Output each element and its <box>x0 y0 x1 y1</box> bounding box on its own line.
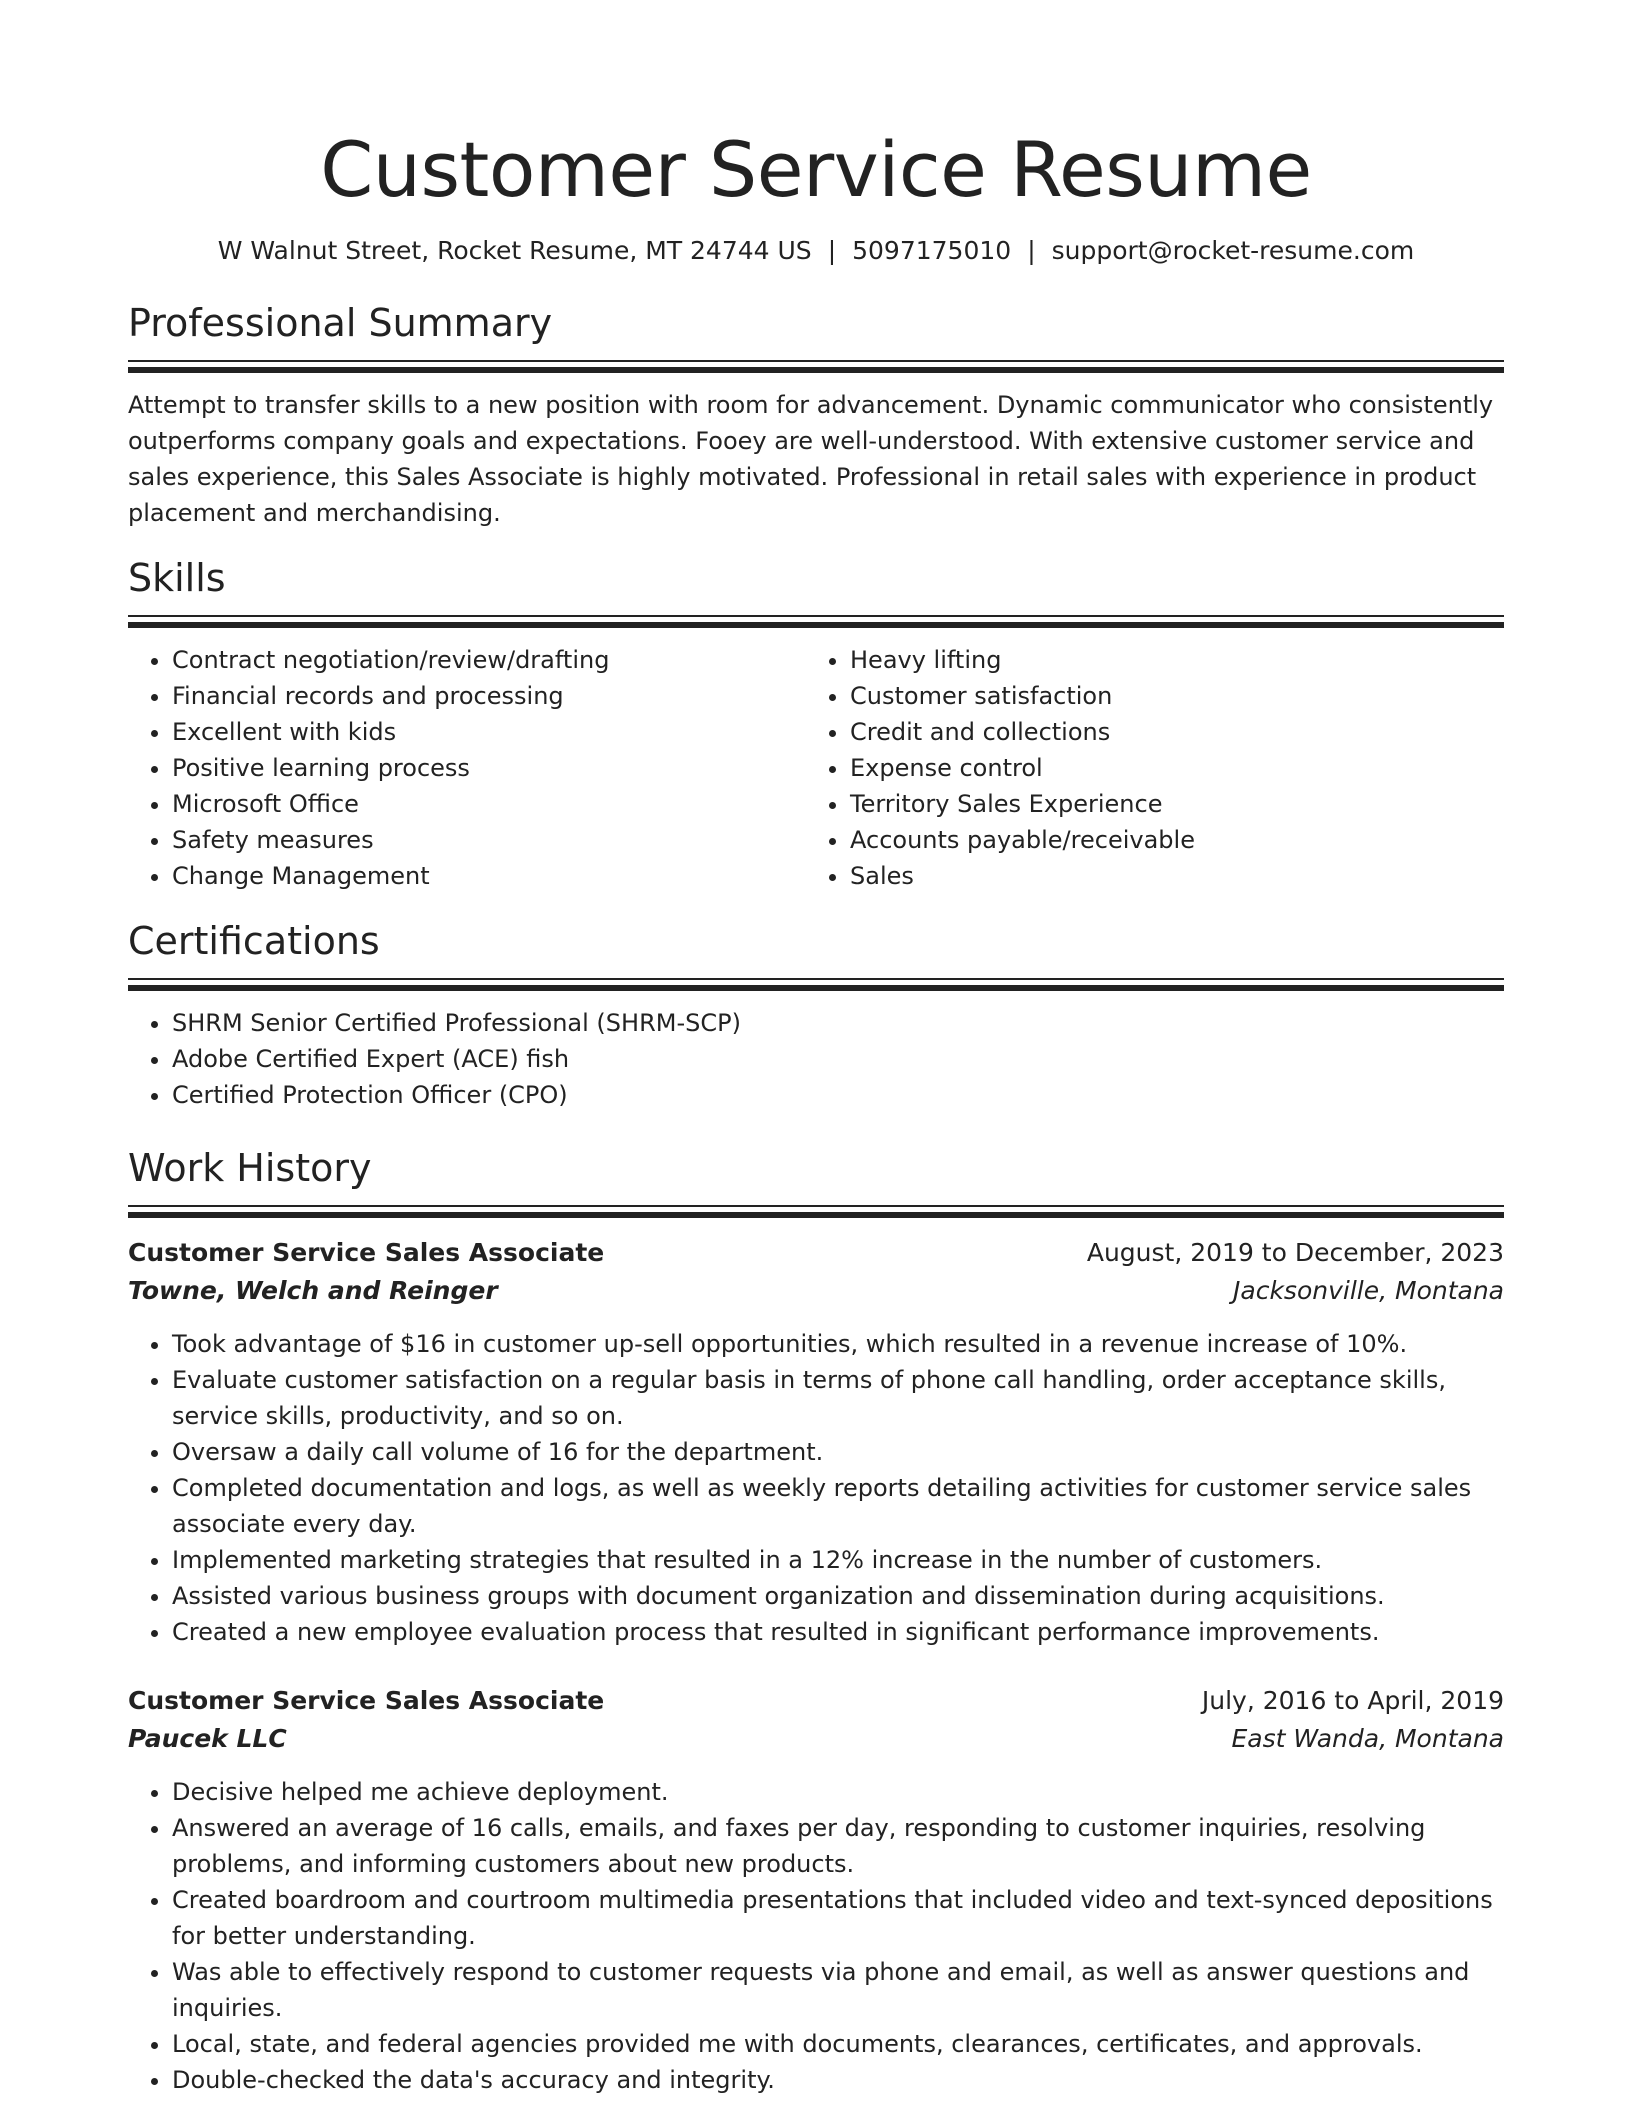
work-history-section <box>128 1143 1504 1218</box>
contact-email[interactable]: support@rocket-resume.com <box>1051 236 1415 265</box>
skill-item: • Territory Sales Experience <box>850 786 1484 822</box>
resume-content <box>128 0 1504 2098</box>
skill-item: • Customer satisfaction <box>850 678 1484 714</box>
skills-column-left <box>128 642 806 894</box>
resume-title: Customer Service Resume <box>320 125 1312 214</box>
skill-item: • Accounts payable/receivable <box>850 822 1484 858</box>
job-bullet: • Decisive helped me achieve deployment. <box>172 1774 1504 1810</box>
job-bullet: • Was able to effectively respond to customer requests via phone and email, as well as answer questions and inquiries. <box>172 1954 1504 2026</box>
contact-separator: | <box>1027 236 1036 265</box>
certification-item: • Certified Protection Officer (CPO) <box>172 1077 1504 1113</box>
skill-item: • Change Management <box>172 858 806 894</box>
contact-address: W Walnut Street, Rocket Resume, MT 24744 US <box>217 236 812 265</box>
certification-item: • SHRM Senior Certified Professional (SHRM-SCP) <box>172 1005 1504 1041</box>
skill-item: • Positive learning process <box>172 750 806 786</box>
contact-line <box>128 234 1504 268</box>
skills-heading: Skills <box>128 556 226 600</box>
certifications-section <box>128 916 1504 991</box>
job-bullet: • Oversaw a daily call volume of 16 for the department. <box>172 1434 1504 1470</box>
job-bullet: • Local, state, and federal agencies provided me with documents, clearances, certificates, and approvals. <box>172 2026 1504 2062</box>
certifications-list <box>128 1005 1504 1113</box>
job-dates: August, 2019 to December, 2023 <box>1086 1238 1504 1267</box>
summary-text: Attempt to transfer skills to a new position with room for advancement. Dynamic communicator who consistently outperforms company goals and expectations. Fooey are well-understood. With extensive customer service and sales experience, this Sales Associate is highly motivated. Professional in retail sales with experience in product placement and merchandising. <box>128 391 1494 527</box>
skill-item: • Microsoft Office <box>172 786 806 822</box>
contact-separator: | <box>827 236 837 265</box>
job-bullets <box>128 1326 1504 1650</box>
job-bullet: • Answered an average of 16 calls, emails, and faxes per day, responding to customer inquiries, resolving problems, and informing customers about new products. <box>172 1810 1504 1882</box>
skills-section <box>128 553 1504 628</box>
job-company: Paucek LLC <box>128 1724 287 1753</box>
section-divider <box>128 1205 1504 1218</box>
skill-item: • Excellent with kids <box>172 714 806 750</box>
section-divider <box>128 978 1504 991</box>
job-bullet: • Assisted various business groups with document organization and dissemination during acquisitions. <box>172 1578 1504 1614</box>
job-entry <box>128 1682 1504 2098</box>
job-bullet: • Completed documentation and logs, as well as weekly reports detailing activities for customer service sales associate every day. <box>172 1470 1504 1542</box>
job-bullet: • Created a new employee evaluation process that resulted in significant performance improvements. <box>172 1614 1504 1650</box>
section-divider <box>128 360 1504 373</box>
contact-phone: 5097175010 <box>852 236 1012 265</box>
job-bullet: • Created boardroom and courtroom multimedia presentations that included video and text-synced depositions for better understanding. <box>172 1882 1504 1954</box>
work-history-heading: Work History <box>128 1146 372 1190</box>
skill-item: • Sales <box>850 858 1484 894</box>
skills-column-right <box>806 642 1484 894</box>
job-title: Customer Service Sales Associate <box>128 1686 605 1715</box>
job-bullet: • Double-checked the data's accuracy and integrity. <box>172 2062 1504 2098</box>
skill-item: • Credit and collections <box>850 714 1484 750</box>
skill-item: • Contract negotiation/review/drafting <box>172 642 806 678</box>
certification-item: • Adobe Certified Expert (ACE) fish <box>172 1041 1504 1077</box>
skills-list <box>128 642 1504 894</box>
job-bullets <box>128 1774 1504 2098</box>
job-bullet: • Implemented marketing strategies that resulted in a 12% increase in the number of customers. <box>172 1542 1504 1578</box>
job-dates: July, 2016 to April, 2019 <box>1201 1686 1504 1715</box>
section-divider <box>128 615 1504 628</box>
job-bullet: • Evaluate customer satisfaction on a regular basis in terms of phone call handling, order acceptance skills, service skills, productivity, and so on. <box>172 1362 1504 1434</box>
summary-heading: Professional Summary <box>128 301 553 345</box>
summary-section <box>128 298 1504 373</box>
certifications-heading: Certifications <box>128 919 380 963</box>
skill-item: • Safety measures <box>172 822 806 858</box>
skill-item: • Heavy lifting <box>850 642 1484 678</box>
job-entry <box>128 1234 1504 1650</box>
job-location: East Wanda, Montana <box>1231 1724 1504 1753</box>
skill-item: • Financial records and processing <box>172 678 806 714</box>
job-title: Customer Service Sales Associate <box>128 1238 605 1267</box>
job-bullet: • Took advantage of $16 in customer up-sell opportunities, which resulted in a revenue increase of 10%. <box>172 1326 1504 1362</box>
skill-item: • Expense control <box>850 750 1484 786</box>
job-company: Towne, Welch and Reinger <box>128 1276 498 1305</box>
job-location: Jacksonville, Montana <box>1233 1276 1504 1305</box>
